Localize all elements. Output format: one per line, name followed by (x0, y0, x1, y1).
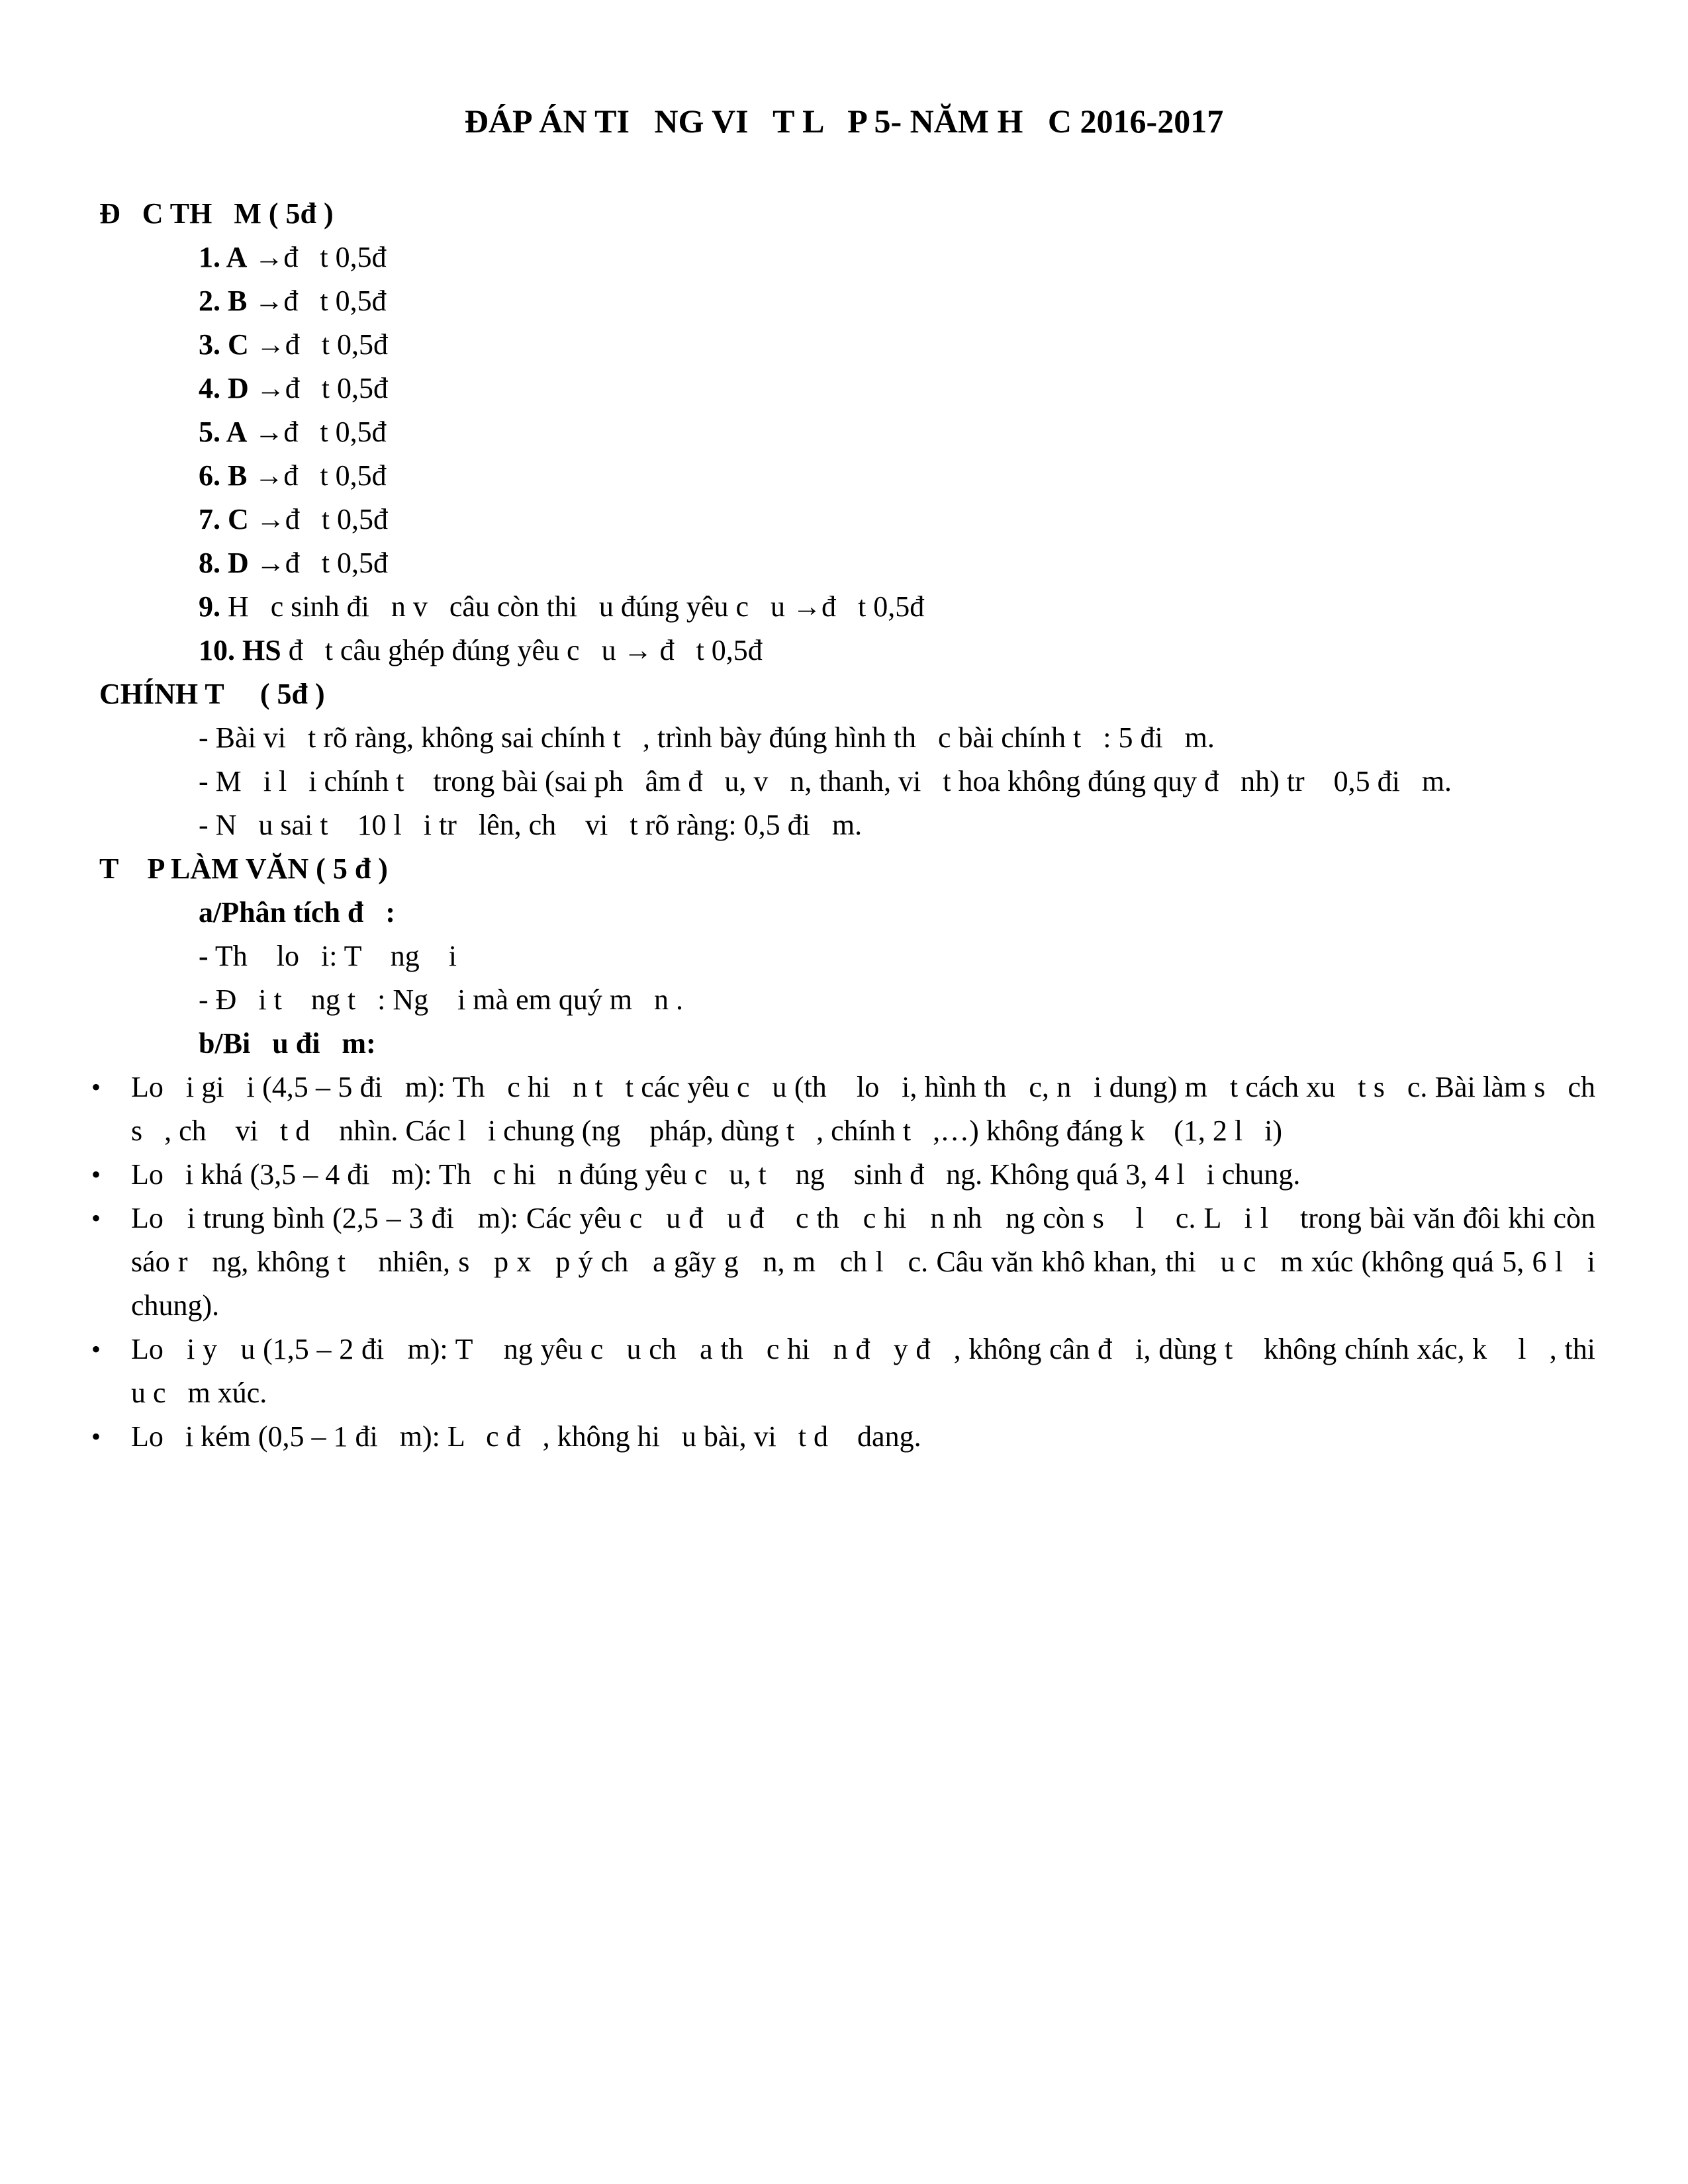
answer-text: đ t câu ghép đúng yêu c u → đ t 0,5đ (281, 634, 763, 666)
answer-item (99, 410, 1595, 454)
page-title: ĐÁP ÁN TI NG VI T L P 5- NĂM H C 2016-2017 (464, 103, 1224, 140)
section-heading-chinh-ta: CHÍNH T ( 5đ ) (99, 678, 325, 710)
bullet-text: Lo i y u (1,5 – 2 đi m): T ng yêu c u ch a th c hi n đ y đ , không cân đ i, dùng t không chính xác, k l , thi u c m xúc. (131, 1333, 1617, 1409)
answer-text: →đ t 0,5đ (248, 547, 389, 579)
grading-rule: - Bài vi t rõ ràng, không sai chính t , trình bày đúng hình th c bài chính t : 5 đi m. (199, 721, 1215, 754)
answer-item (99, 279, 1595, 323)
list-item (91, 1153, 1595, 1197)
bieu-diem-list (91, 1066, 1617, 1459)
answer-number: 3. C (199, 328, 249, 361)
answer-item (99, 585, 1595, 629)
answer-item (99, 367, 1595, 410)
answer-item (99, 454, 1595, 498)
answer-text: →đ t 0,5đ (247, 285, 387, 317)
grading-rule: - M i l i chính t trong bài (sai ph âm đ u, v n, thanh, vi t hoa không đúng quy đ nh) tr 0,5 đi m. (199, 765, 1452, 797)
bullet-icon: • (91, 1334, 101, 1364)
bullet-icon: • (91, 1203, 101, 1233)
answer-number: 5. A (199, 416, 248, 448)
answer-number: 2. B (199, 285, 248, 317)
answer-text: →đ t 0,5đ (247, 241, 387, 273)
answer-number: 7. C (199, 503, 249, 535)
doi-tuong-line: - Đ i t ng t : Ng i mà em quý m n . (199, 983, 684, 1016)
answer-text: →đ t 0,5đ (248, 328, 389, 361)
list-item (91, 1197, 1603, 1328)
bullet-text: Lo i trung bình (2,5 – 3 đi m): Các yêu c u đ u đ c th c hi n nh ng còn s l c. L i l trong bài văn đôi khi còn sáo r ng, không t nhiên, s p x p ý ch a gãy g n, m ch l c. Câu văn khô khan, thi u c m xúc (không quá 5, 6 l i chung). (131, 1202, 1603, 1322)
document-body (91, 192, 1617, 1459)
bullet-text: Lo i gi i (4,5 – 5 đi m): Th c hi n t t các yêu c u (th lo i, hình th c, n i dung) m t cách xu t s c. Bài làm s ch s , ch vi t d nhìn. Các l i chung (ng pháp, dùng t , chính t ,…) không đáng k (1, 2 l i) (131, 1071, 1603, 1147)
answer-number: 9. (199, 590, 220, 623)
answer-item (99, 629, 1595, 672)
section-heading-doc-hieu: Đ C TH M ( 5đ ) (99, 197, 334, 230)
answer-number: 10. HS (199, 634, 281, 666)
bullet-icon: • (91, 1422, 101, 1451)
list-item (91, 1328, 1617, 1415)
answer-item (99, 236, 1595, 279)
answer-item (99, 541, 1595, 585)
bullet-icon: • (91, 1160, 101, 1189)
answer-number: 6. B (199, 459, 248, 492)
answer-number: 4. D (199, 372, 249, 404)
dash-marker: - (199, 940, 209, 972)
answer-number: 8. D (199, 547, 249, 579)
subheading-phan-tich-de: a/Phân tích đ : (199, 896, 396, 929)
answer-text: →đ t 0,5đ (248, 372, 389, 404)
list-item (91, 1415, 1595, 1459)
the-loai-line (99, 934, 1595, 978)
answer-text: →đ t 0,5đ (247, 416, 387, 448)
the-loai-text: Th lo i: T ng i (208, 940, 457, 972)
answer-text: H c sinh đi n v câu còn thi u đúng yêu c u →đ t 0,5đ (220, 590, 925, 623)
bullet-text: Lo i kém (0,5 – 1 đi m): L c đ , không hi u bài, vi t d dang. (131, 1420, 921, 1453)
bullet-text: Lo i khá (3,5 – 4 đi m): Th c hi n đúng yêu c u, t ng sinh đ ng. Không quá 3, 4 l i chung. (131, 1158, 1301, 1191)
grading-rule: - N u sai t 10 l i tr lên, ch vi t rõ ràng: 0,5 đi m. (199, 809, 863, 841)
answer-text: →đ t 0,5đ (248, 503, 389, 535)
answer-item (99, 498, 1595, 541)
bullet-icon: • (91, 1072, 101, 1102)
answer-text: →đ t 0,5đ (247, 459, 387, 492)
section-heading-tap-lam-van: T P LÀM VĂN ( 5 đ ) (99, 852, 388, 885)
subheading-bieu-diem: b/Bi u đi m: (199, 1027, 376, 1060)
list-item (91, 1066, 1603, 1153)
answer-number: 1. A (199, 241, 248, 273)
answer-item (99, 323, 1595, 367)
